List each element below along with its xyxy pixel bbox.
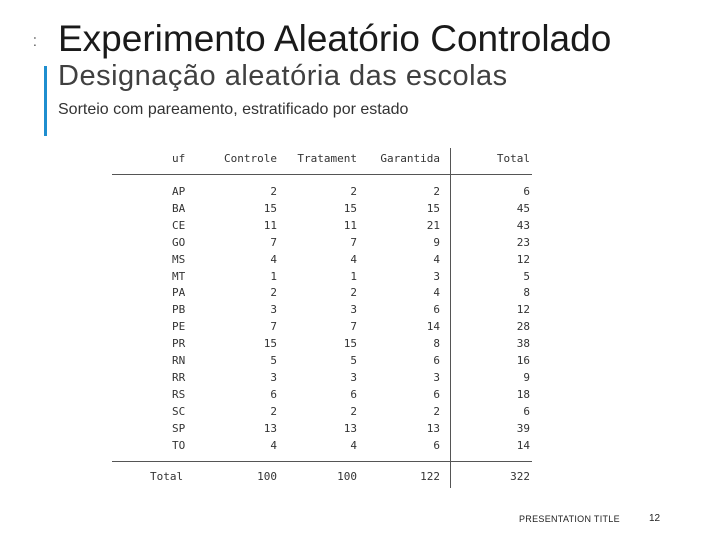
total-cell: 322 xyxy=(510,470,530,483)
table-cell: 39 xyxy=(516,421,530,435)
table-cell: 3 xyxy=(270,303,277,317)
table-cell: 5 xyxy=(270,354,277,367)
total-divider xyxy=(112,461,532,462)
table-cell: 4 xyxy=(350,438,357,452)
column-header: Total xyxy=(496,152,530,165)
row-label: MS xyxy=(172,252,186,266)
table-cell: 4 xyxy=(270,438,277,452)
table-cell: 2 xyxy=(270,185,277,198)
table-cell: 45 xyxy=(516,201,530,215)
table-cell: 16 xyxy=(516,354,530,367)
row-label: PE xyxy=(172,320,186,334)
slide-title: Experimento Aleatório Controlado xyxy=(58,18,612,59)
table-cell: 3 xyxy=(433,269,440,283)
slide-caption: Sorteio com pareamento, estratificado por estado xyxy=(58,101,409,118)
table-cell: 3 xyxy=(433,370,440,384)
table-cell: 6 xyxy=(523,404,530,418)
table-cell: 7 xyxy=(350,320,357,334)
table-cell: 6 xyxy=(523,185,530,198)
column-header: Tratament xyxy=(297,152,357,165)
bullet-icon: ⁚ xyxy=(33,35,37,49)
table-cell: 11 xyxy=(343,218,357,232)
table-cell: 4 xyxy=(270,252,277,266)
table-cell: 14 xyxy=(516,438,530,452)
header-divider xyxy=(112,174,532,175)
row-label: CE xyxy=(172,218,186,232)
slide-subtitle: Designação aleatória das escolas xyxy=(58,60,508,92)
table-cell: 6 xyxy=(433,303,440,317)
row-label: MT xyxy=(172,269,186,283)
table-cell: 15 xyxy=(343,337,357,351)
table-cell: 2 xyxy=(350,185,357,198)
table-cell: 14 xyxy=(426,320,440,334)
table-cell: 15 xyxy=(426,201,440,215)
table-cell: 7 xyxy=(350,235,357,249)
table-cell: 6 xyxy=(270,387,277,401)
accent-bar xyxy=(44,66,47,136)
row-label: BA xyxy=(172,201,186,215)
row-label: RR xyxy=(172,370,186,384)
table-cell: 13 xyxy=(426,421,440,435)
table-cell: 3 xyxy=(350,370,357,384)
footer-page-number: 12 xyxy=(649,513,661,524)
column-header: Controle xyxy=(224,152,277,165)
table-cell: 15 xyxy=(343,201,357,215)
table-cell: 5 xyxy=(523,269,530,283)
table-cell: 4 xyxy=(433,252,440,266)
total-cell: 100 xyxy=(337,470,357,483)
row-label: RS xyxy=(172,387,186,401)
row-label: GO xyxy=(172,235,186,249)
table-cell: 9 xyxy=(433,235,440,249)
table-cell: 15 xyxy=(263,201,277,215)
table-cell: 6 xyxy=(433,438,440,452)
table-cell: 21 xyxy=(426,218,440,232)
table-cell: 43 xyxy=(516,218,530,232)
table-cell: 6 xyxy=(433,387,440,401)
table-cell: 11 xyxy=(263,218,277,232)
table-cell: 2 xyxy=(433,185,440,198)
total-cell: 122 xyxy=(420,470,440,483)
total-column-divider xyxy=(450,148,451,488)
table-cell: 4 xyxy=(350,252,357,266)
table-cell: 2 xyxy=(350,286,357,300)
table-cell: 3 xyxy=(350,303,357,317)
table-cell: 23 xyxy=(516,235,530,249)
table-cell: 7 xyxy=(270,235,277,249)
total-cell: 100 xyxy=(257,470,277,483)
table-cell: 13 xyxy=(263,421,277,435)
table-cell: 15 xyxy=(263,337,277,351)
table-cell: 18 xyxy=(516,387,530,401)
table-cell: 9 xyxy=(523,370,530,384)
table-cell: 2 xyxy=(433,404,440,418)
row-label: PA xyxy=(172,286,186,300)
column-header: Garantida xyxy=(380,152,440,165)
total-label: Total xyxy=(150,470,184,483)
table-cell: 28 xyxy=(516,320,530,334)
table-cell: 3 xyxy=(270,370,277,384)
table-cell: 1 xyxy=(270,269,277,283)
row-label: SP xyxy=(172,421,186,435)
row-label: PR xyxy=(172,337,186,351)
footer-presentation-title: PRESENTATION TITLE xyxy=(519,514,620,524)
table-cell: 4 xyxy=(433,286,440,300)
table-cell: 38 xyxy=(516,337,530,351)
table-cell: 8 xyxy=(523,286,530,300)
allocation-table xyxy=(112,148,532,488)
table-cell: 12 xyxy=(516,252,530,266)
table-cell: 2 xyxy=(270,286,277,300)
table-cell: 6 xyxy=(433,354,440,367)
table-cell: 2 xyxy=(350,404,357,418)
row-label: RN xyxy=(172,354,186,367)
column-header: uf xyxy=(172,152,186,165)
table-cell: 1 xyxy=(350,269,357,283)
row-label: TO xyxy=(172,438,186,452)
table-cell: 6 xyxy=(350,387,357,401)
table-cell: 5 xyxy=(350,354,357,367)
table-cell: 7 xyxy=(270,320,277,334)
table-cell: 8 xyxy=(433,337,440,351)
table-cell: 13 xyxy=(343,421,357,435)
row-label: PB xyxy=(172,303,186,317)
table-cell: 12 xyxy=(516,303,530,317)
row-label: SC xyxy=(172,404,186,418)
table-cell: 2 xyxy=(270,404,277,418)
row-label: AP xyxy=(172,185,186,198)
